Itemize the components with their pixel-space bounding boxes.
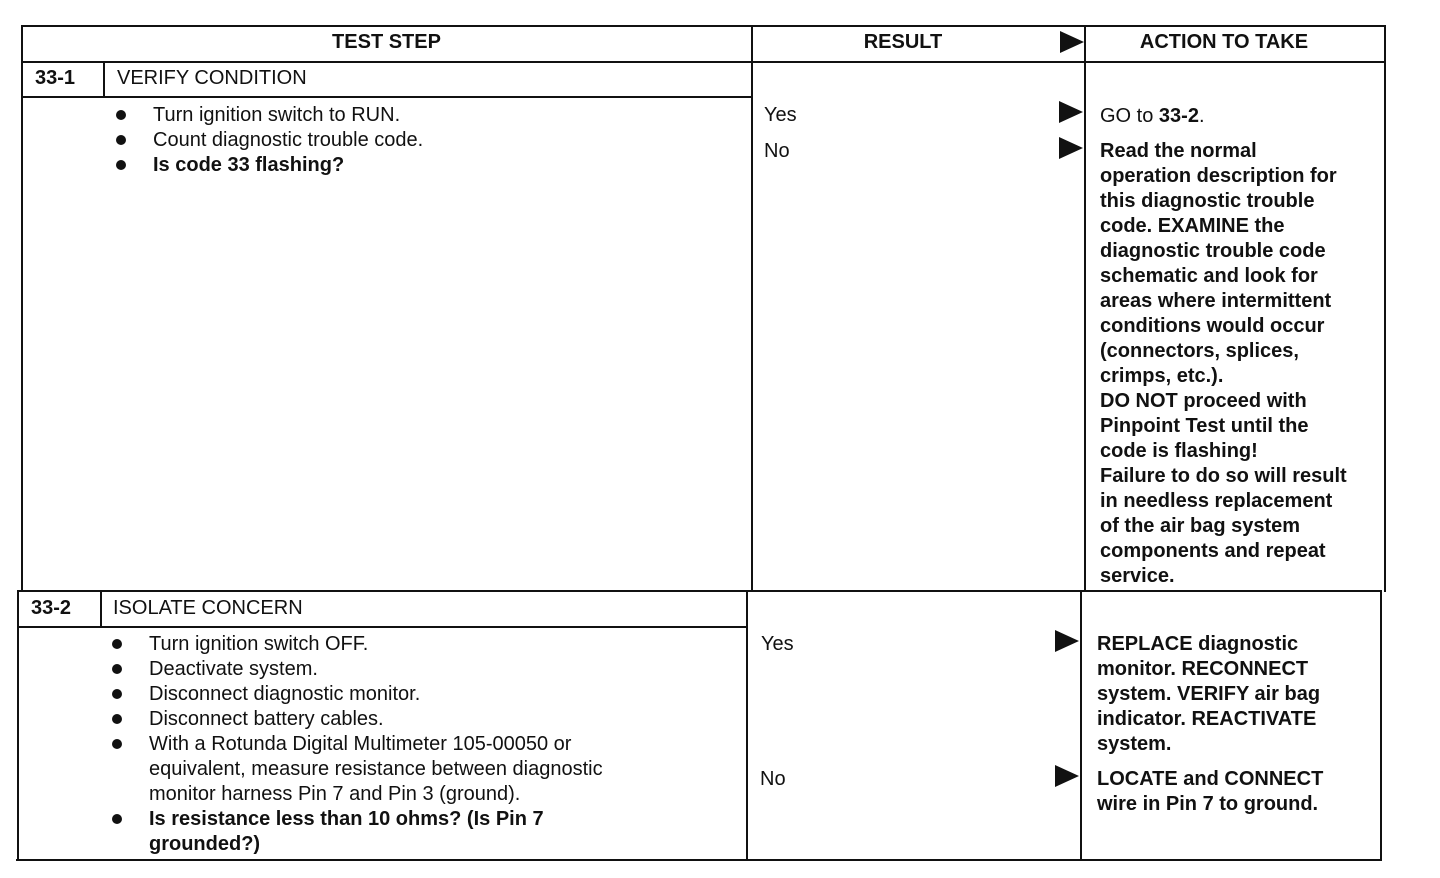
action-text: . [1198, 105, 1205, 127]
action-yes [1100, 104, 1205, 129]
step-number: 33-2 [31, 597, 72, 619]
step-question: Is code 33 flashing? [116, 153, 423, 178]
step2-title-bottom-border [18, 626, 747, 628]
step-bullet: Turn ignition switch OFF. [112, 632, 603, 657]
header-bottom-border [22, 61, 1386, 63]
action-no: LOCATE and CONNECT wire in Pin 7 to ground. [1097, 768, 1324, 815]
step-bullet-list [116, 103, 423, 178]
action-text: GO to [1100, 105, 1159, 127]
step1-title-bottom-border [22, 96, 751, 98]
header-test-step: TEST STEP [332, 31, 441, 53]
arrow-right-icon [1059, 101, 1083, 123]
result-left-border-lower [746, 590, 748, 861]
table-left-border [21, 25, 23, 592]
action-left-border [1084, 25, 1086, 592]
step-question: Is resistance less than 10 ohms? (Is Pin 7 grounded?) [112, 807, 603, 857]
arrow-right-icon [1055, 630, 1079, 652]
step-bullet: Turn ignition switch to RUN. [116, 103, 423, 128]
arrow-right-icon [1059, 137, 1083, 159]
action-no: Read the normal operation description for this diagnostic trouble code. EXAMINE the diagnostic trouble code schematic and look for areas where intermittent conditions would occur (connectors, splices, crimps, etc.). DO NOT proceed with Pinpoint Test until the code is flashing! Failure to do so will result in needless replacement of the air bag system components and repeat service. [1100, 140, 1347, 587]
table-right-border-lower [1380, 590, 1382, 861]
result-yes: Yes [764, 104, 797, 126]
table-left-border-lower [17, 590, 19, 861]
step-bullet: With a Rotunda Digital Multimeter 105-00050 or equivalent, measure resistance between diagnostic monitor harness Pin 7 and Pin 3 (ground). [112, 732, 603, 807]
result-no: No [764, 140, 790, 162]
step-number: 33-1 [35, 67, 76, 89]
step-bullet: Deactivate system. [112, 657, 603, 682]
step2-number-divider [100, 590, 102, 627]
table-top-border [22, 25, 1386, 27]
step-bullet-list [112, 632, 603, 857]
table-right-border [1384, 25, 1386, 592]
step-bullet: Disconnect battery cables. [112, 707, 603, 732]
header-result: RESULT [863, 31, 943, 53]
step-divider [18, 590, 1382, 592]
step-title: ISOLATE CONCERN [113, 597, 303, 619]
header-action: ACTION TO TAKE [1139, 31, 1309, 53]
action-step-reference: 33-2 [1158, 105, 1199, 127]
result-left-border [751, 25, 753, 592]
action-yes: REPLACE diagnostic monitor. RECONNECT system. VERIFY air bag indicator. REACTIVATE system. [1097, 633, 1321, 755]
result-yes: Yes [761, 633, 794, 655]
step1-number-divider [103, 61, 105, 97]
arrow-right-icon [1055, 765, 1079, 787]
result-no: No [760, 768, 786, 790]
step-bullet: Count diagnostic trouble code. [116, 128, 423, 153]
action-left-border-lower [1080, 590, 1082, 861]
table-bottom-border [16, 859, 1380, 861]
step-bullet: Disconnect diagnostic monitor. [112, 682, 603, 707]
step-title: VERIFY CONDITION [117, 67, 307, 89]
header-arrow-icon [1060, 31, 1084, 53]
